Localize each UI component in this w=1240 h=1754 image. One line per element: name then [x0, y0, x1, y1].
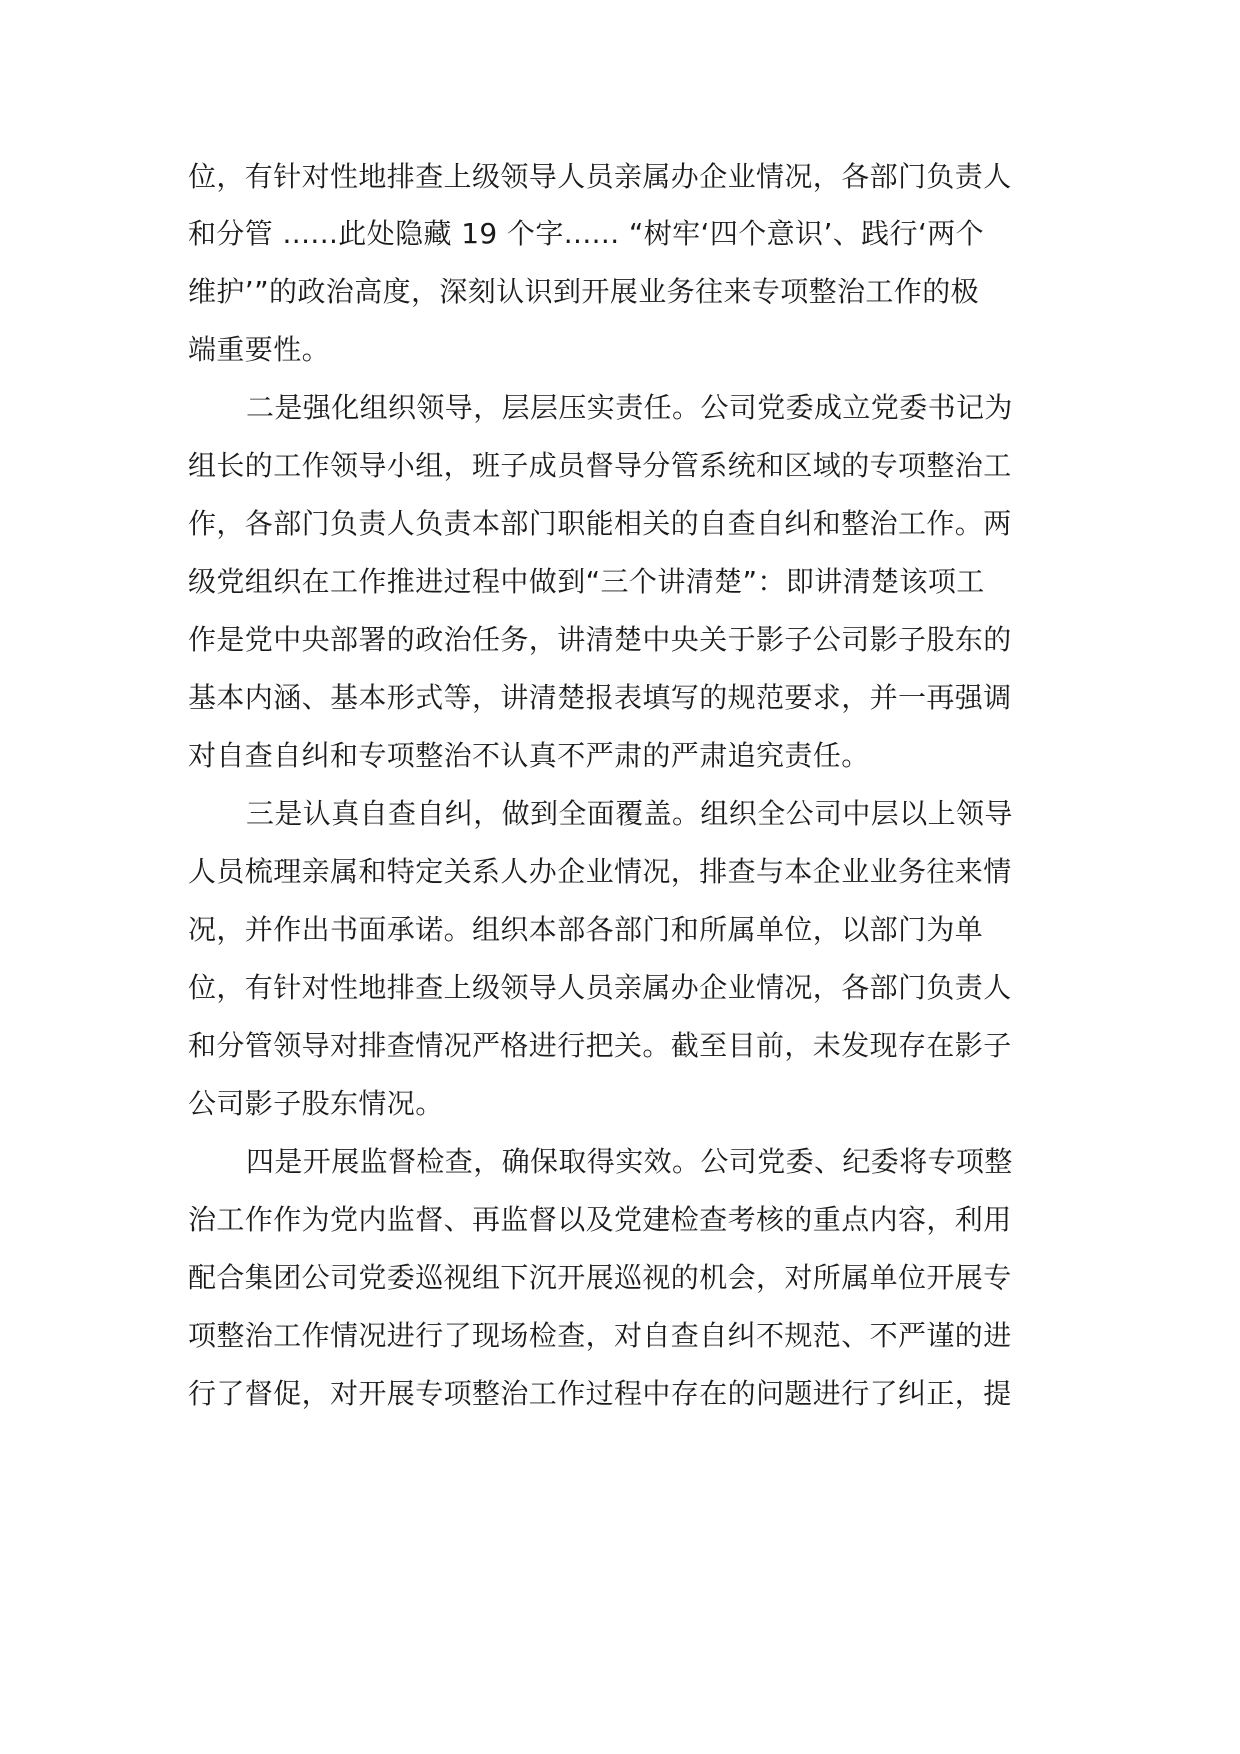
text-line: 级党组织在工作推进过程中做到“三个讲清楚”：即讲清楚该项工 [188, 565, 985, 598]
text-line: 对自查自纠和专项整治不认真不严肃的严肃追究责任。 [188, 739, 870, 772]
text-line: 治工作作为党内监督、再监督以及党建检查考核的重点内容，利用 [188, 1203, 1012, 1236]
text-line: 和分管领导对排查情况严格进行把关。截至目前，未发现存在影子 [188, 1029, 1012, 1062]
text-line: 项整治工作情况进行了现场检查，对自查自纠不规范、不严谨的进 [188, 1319, 1012, 1352]
text-line: 维护’”的政治高度，深刻认识到开展业务往来专项整治工作的极 [188, 275, 980, 308]
text-line: 作是党中央部署的政治任务，讲清楚中央关于影子公司影子股东的 [188, 623, 1012, 656]
paragraph-first-line: 三是认真自查自纠，做到全面覆盖。组织全公司中层以上领导 [246, 797, 1013, 830]
text-line: 作，各部门负责人负责本部门职能相关的自查自纠和整治工作。两 [188, 507, 1012, 540]
text-line: 人员梳理亲属和特定关系人办企业情况，排查与本企业业务往来情 [188, 855, 1012, 888]
text-line: 基本内涵、基本形式等，讲清楚报表填写的规范要求，并一再强调 [188, 681, 1012, 714]
text-line: 配合集团公司党委巡视组下沉开展巡视的机会，对所属单位开展专 [188, 1261, 1012, 1294]
text-line: 况，并作出书面承诺。组织本部各部门和所属单位，以部门为单 [188, 913, 984, 946]
paragraph-first-line: 二是强化组织领导，层层压实责任。公司党委成立党委书记为 [246, 391, 1013, 424]
text-line: 位，有针对性地排查上级领导人员亲属办企业情况，各部门负责人 [188, 160, 1012, 193]
paragraph-first-line: 四是开展监督检查，确保取得实效。公司党委、纪委将专项整 [246, 1145, 1013, 1178]
text-line: 公司影子股东情况。 [188, 1087, 444, 1120]
text-line: 端重要性。 [188, 333, 331, 366]
text-line: 和分管 ......此处隐藏 19 个字...... “树牢‘四个意识’、践行‘两个 [188, 217, 985, 250]
text-line: 位，有针对性地排查上级领导人员亲属办企业情况，各部门负责人 [188, 971, 1012, 1004]
text-line: 行了督促，对开展专项整治工作过程中存在的问题进行了纠正，提 [188, 1377, 1012, 1410]
text-line: 组长的工作领导小组，班子成员督导分管系统和区域的专项整治工 [188, 449, 1012, 482]
